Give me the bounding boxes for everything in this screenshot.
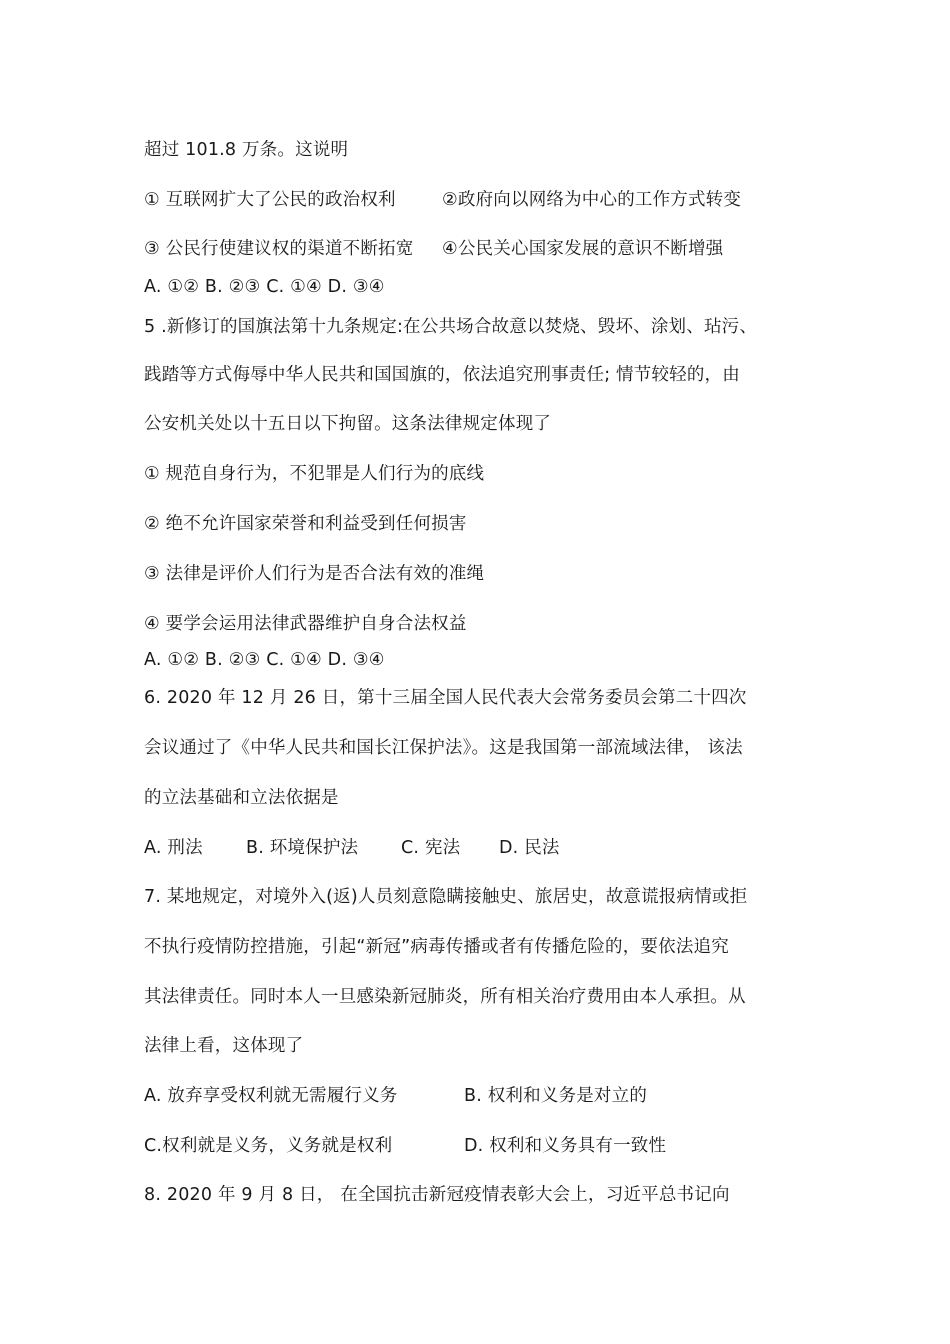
q7-option-b: B. 权利和义务是对立的 [464,1086,648,1106]
q5-statement-3: ③ 法律是评价人们行为是否合法有效的准绳 [144,564,485,584]
q5-statement-2: ② 绝不允许国家荣誉和利益受到任何损害 [144,514,467,534]
q4-stem-tail: 超过 101.8 万条。这说明 [144,140,349,160]
q7-option-c: C.权利就是义务，义务就是权利 [144,1136,393,1156]
q5-stem-line-1: 5 .新修订的国旗法第十九条规定:在公共场合故意以焚烧、毁坏、涂划、玷污、 [144,317,758,337]
q4-options: A. ①② B. ②③ C. ①④ D. ③④ [144,277,385,297]
q7-stem-line-3: 其法律责任。同时本人一旦感染新冠肺炎，所有相关治疗费用由本人承担。从 [144,987,746,1007]
q4-statement-2: ②政府向以网络为中心的工作方式转变 [442,190,742,210]
q6-stem-line-3: 的立法基础和立法依据是 [144,788,339,808]
q7-option-d: D. 权利和义务具有一致性 [464,1136,667,1156]
q6-option-b: B. 环境保护法 [246,838,359,858]
q5-statement-1: ① 规范自身行为，不犯罪是人们行为的底线 [144,464,485,484]
q5-stem-line-2: 践踏等方式侮辱中华人民共和国国旗的，依法追究刑事责任; 情节较轻的，由 [144,365,740,385]
q6-stem-line-1: 6. 2020 年 12 月 26 日，第十三届全国人民代表大会常务委员会第二十四次 [144,688,747,708]
q7-option-a: A. 放弃享受权利就无需履行义务 [144,1086,398,1106]
q7-stem-line-4: 法律上看，这体现了 [144,1036,304,1056]
q5-stem-line-3: 公安机关处以十五日以下拘留。这条法律规定体现了 [144,414,552,434]
q4-statement-4: ④公民关心国家发展的意识不断增强 [442,239,724,259]
q4-statement-1: ① 互联网扩大了公民的政治权利 [144,190,396,210]
q4-statement-3: ③ 公民行使建议权的渠道不断拓宽 [144,239,414,259]
q5-options: A. ①② B. ②③ C. ①④ D. ③④ [144,650,385,670]
q5-statement-4: ④ 要学会运用法律武器维护自身合法权益 [144,614,467,634]
q6-option-c: C. 宪法 [401,838,461,858]
q8-stem-line-1: 8. 2020 年 9 月 8 日， 在全国抗击新冠疫情表彰大会上，习近平总书记向 [144,1185,730,1205]
q7-stem-line-1: 7. 某地规定，对境外入(返)人员刻意隐瞒接触史、旅居史，故意谎报病情或拒 [144,887,748,907]
q7-stem-line-2: 不执行疫情防控措施，引起“新冠”病毒传播或者有传播危险的，要依法追究 [144,937,729,957]
q6-option-a: A. 刑法 [144,838,203,858]
q6-option-d: D. 民法 [499,838,560,858]
q6-stem-line-2: 会议通过了《中华人民共和国长江保护法》。这是我国第一部流域法律， 该法 [144,738,743,758]
